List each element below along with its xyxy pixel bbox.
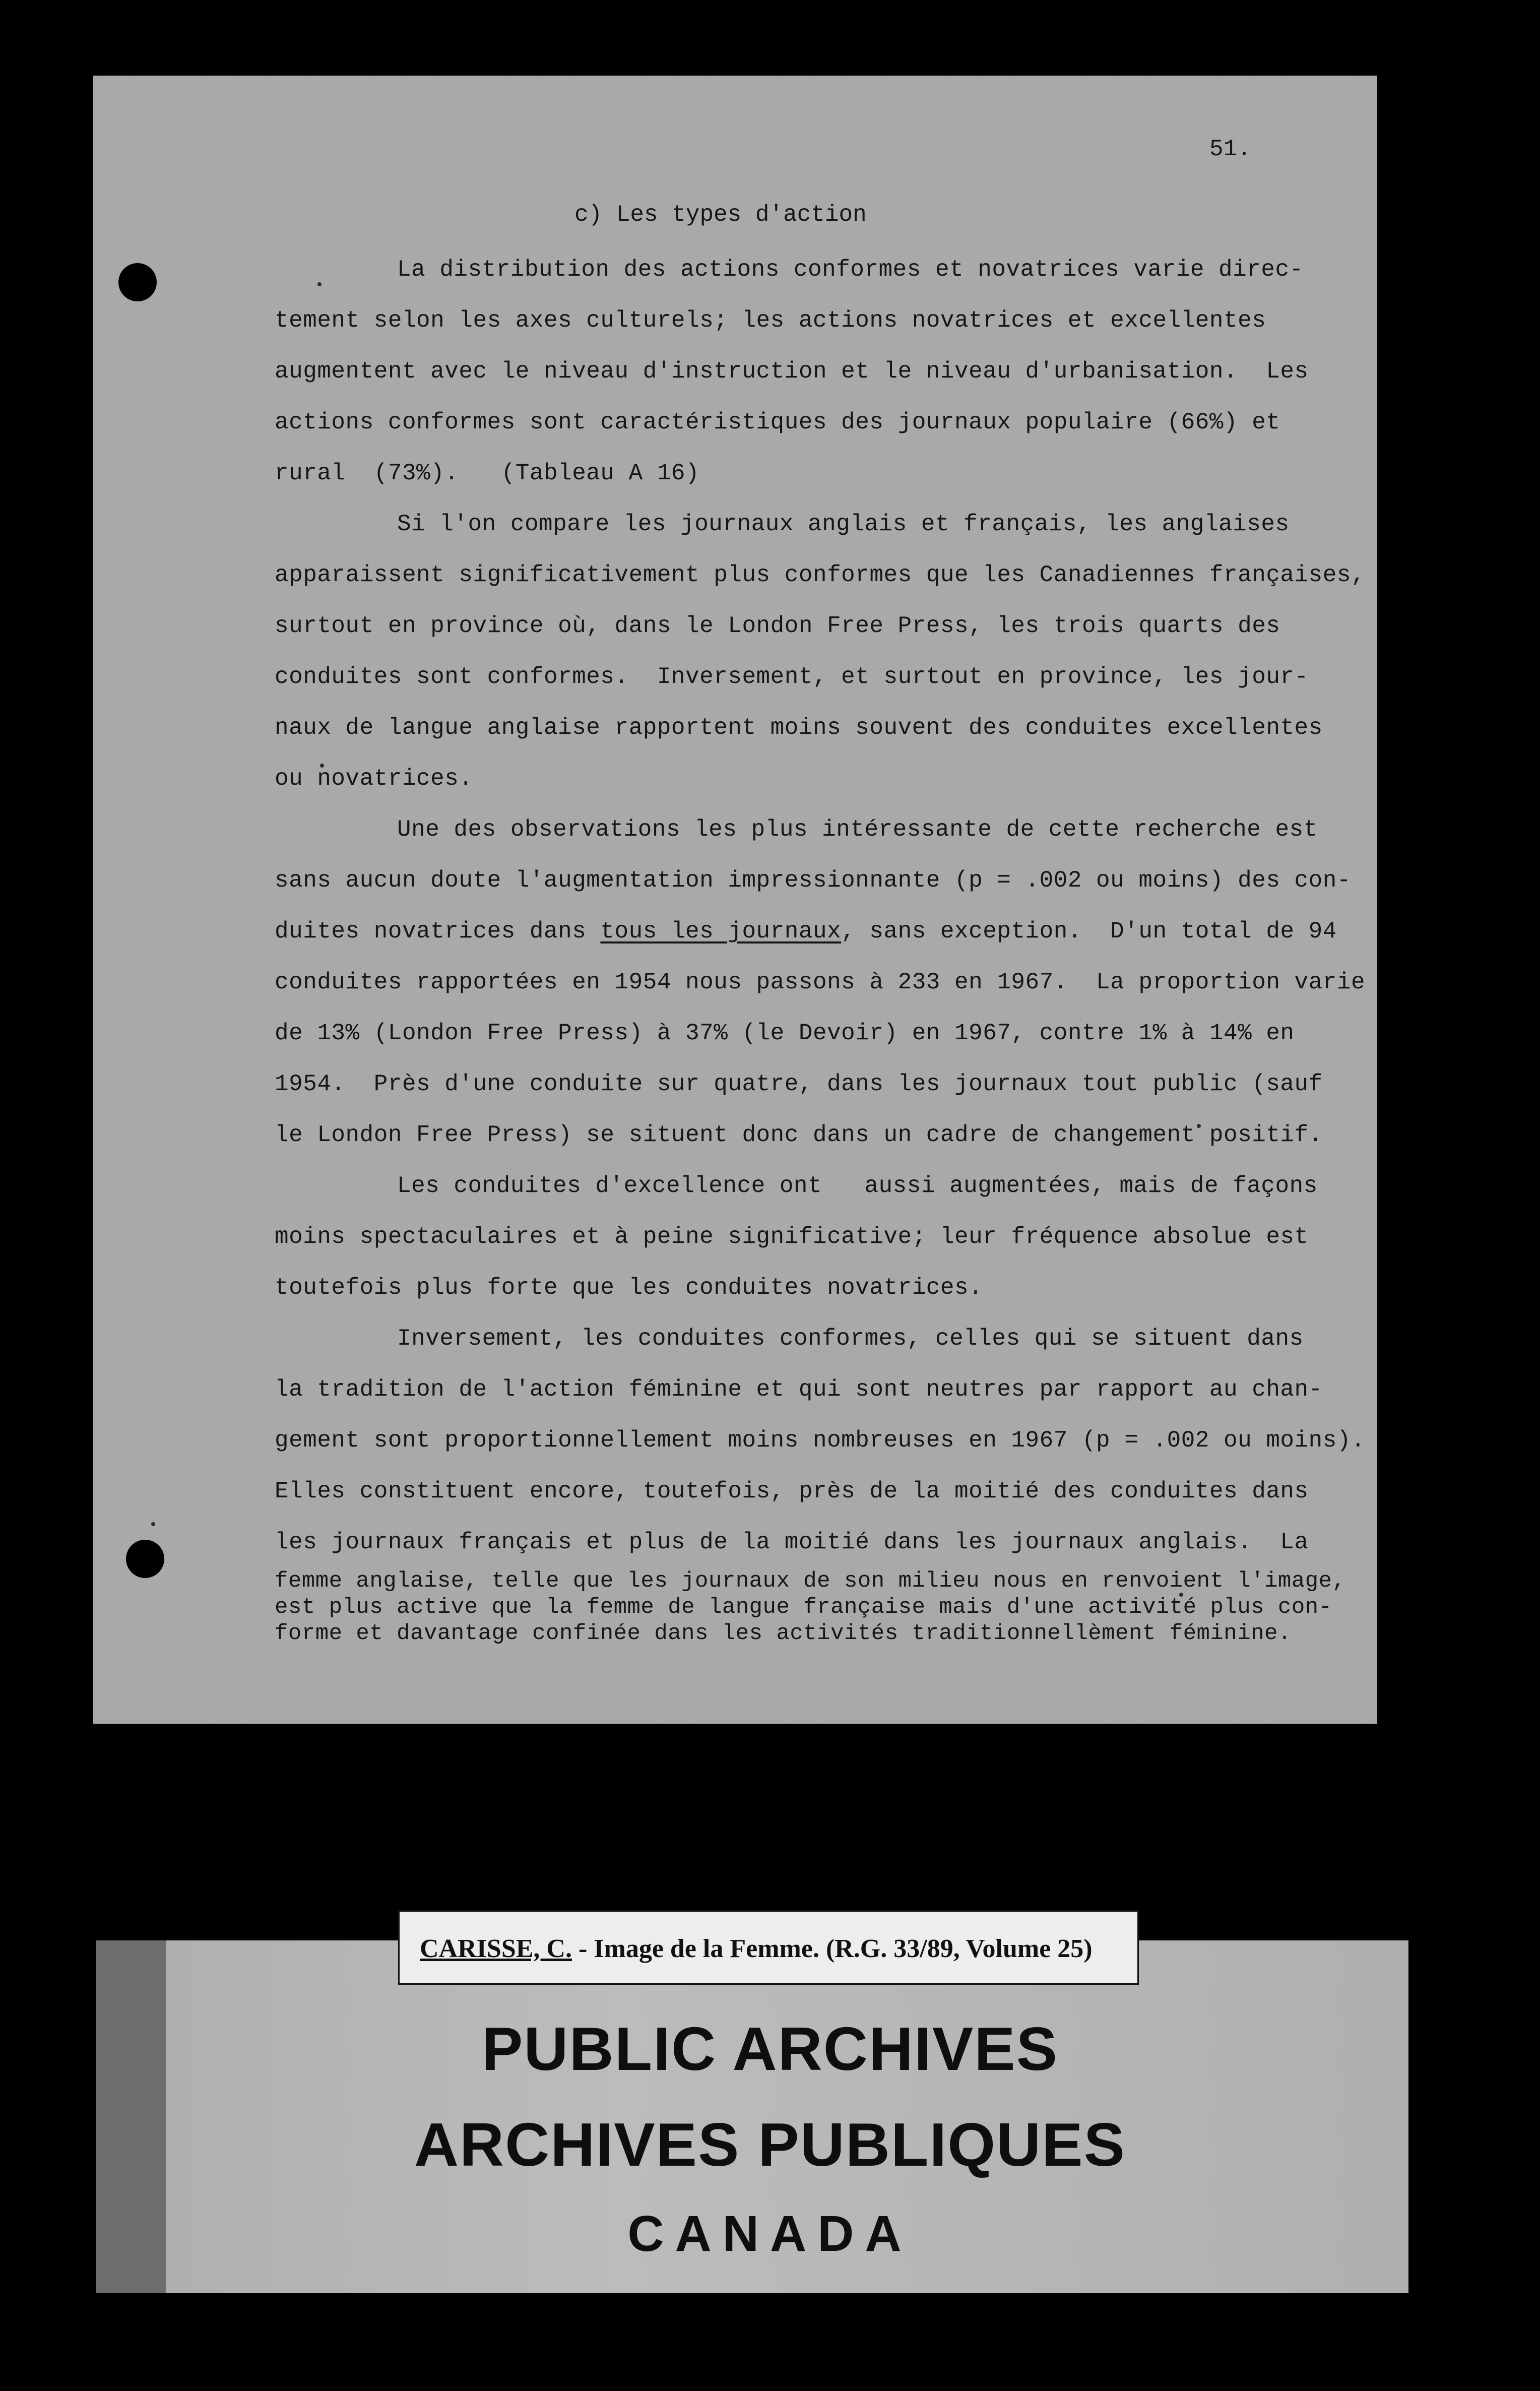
text-line: surtout en province où, dans le London Free Press, les trois quarts des <box>275 613 1280 639</box>
text-line: la tradition de l'action féminine et qui sont neutres par rapport au chan- <box>275 1376 1323 1403</box>
text-line: sans aucun doute l'augmentation impressionnante (p = .002 ou moins) des con- <box>275 867 1351 894</box>
text-line: conduites sont conformes. Inversement, et surtout en province, les jour- <box>275 664 1309 690</box>
binder-hole-bottom <box>126 1540 164 1578</box>
text-line: les journaux français et plus de la moitié dans les journaux anglais. La <box>275 1529 1309 1555</box>
archive-stamp-line-3: CANADA <box>627 2206 913 2262</box>
reference-details: - Image de la Femme. (R.G. 33/89, Volume 25) <box>571 1934 1093 1963</box>
text-line: naux de langue anglaise rapportent moins souvent des conduites excellentes <box>275 715 1323 741</box>
text-segment: , sans exception. D'un total de 94 <box>841 918 1337 945</box>
underlined-phrase: tous les journaux <box>600 918 842 945</box>
text-line: femme anglaise, telle que les journaux de son milieu nous en renvoient l'image, <box>275 1568 1346 1594</box>
text-line: gement sont proportionnellement moins nombreuses en 1967 (p = .002 ou moins). <box>275 1427 1366 1454</box>
section-heading: c) Les types d'action <box>574 202 867 228</box>
text-segment: duites novatrices dans <box>275 918 601 945</box>
text-line: moins spectaculaires et à peine significative; leur fréquence absolue est <box>275 1224 1309 1250</box>
text-line: toutefois plus forte que les conduites novatrices. <box>275 1275 983 1301</box>
text-line: Les conduites d'excellence ont aussi augmentées, mais de façons <box>397 1173 1318 1199</box>
text-line: conduites rapportées en 1954 nous passons à 233 en 1967. La proportion varie <box>275 969 1366 995</box>
archive-stamp-line-1: PUBLIC ARCHIVES <box>482 2015 1058 2083</box>
archive-reference-label <box>398 1910 1139 1985</box>
text-line: tement selon les axes culturels; les actions novatrices et excellentes <box>275 307 1266 334</box>
body-text <box>275 244 1366 1647</box>
text-line: Inversement, les conduites conformes, celles qui se situent dans <box>397 1326 1304 1352</box>
text-line: Elles constituent encore, toutefois, près de la moitié des conduites dans <box>275 1478 1309 1504</box>
text-line-with-underline <box>275 906 1337 957</box>
text-line: le London Free Press) se situent donc dans un cadre de changement positif. <box>275 1122 1323 1148</box>
archive-stamp-line-2: ARCHIVES PUBLIQUES <box>414 2110 1126 2179</box>
text-line: apparaissent significativement plus conformes que les Canadiennes françaises, <box>275 562 1366 588</box>
text-line: rural (73%). (Tableau A 16) <box>275 460 700 486</box>
author-name: CARISSE, C. <box>420 1934 572 1963</box>
page-number: 51. <box>1209 136 1251 162</box>
text-line: forme et davantage confinée dans les activités traditionnellèment féminine. <box>275 1621 1292 1646</box>
text-line: La distribution des actions conformes et novatrices varie direc- <box>397 257 1304 283</box>
text-line: augmentent avec le niveau d'instruction et le niveau d'urbanisation. Les <box>275 358 1309 385</box>
text-line: de 13% (London Free Press) à 37% (le Devoir) en 1967, contre 1% à 14% en <box>275 1020 1295 1046</box>
text-line: Une des observations les plus intéressante de cette recherche est <box>397 816 1318 843</box>
text-line: ou novatrices. <box>275 766 473 792</box>
text-line: 1954. Près d'une conduite sur quatre, dans les journaux tout public (sauf <box>275 1071 1323 1097</box>
text-line: est plus active que la femme de langue française mais d'une activité plus con- <box>275 1595 1332 1620</box>
typed-page <box>93 76 1377 1724</box>
text-line: actions conformes sont caractéristiques des journaux populaire (66%) et <box>275 409 1280 435</box>
text-line: Si l'on compare les journaux anglais et français, les anglaises <box>397 511 1290 537</box>
paper-speck <box>151 1522 155 1526</box>
binder-hole-top <box>118 263 157 301</box>
